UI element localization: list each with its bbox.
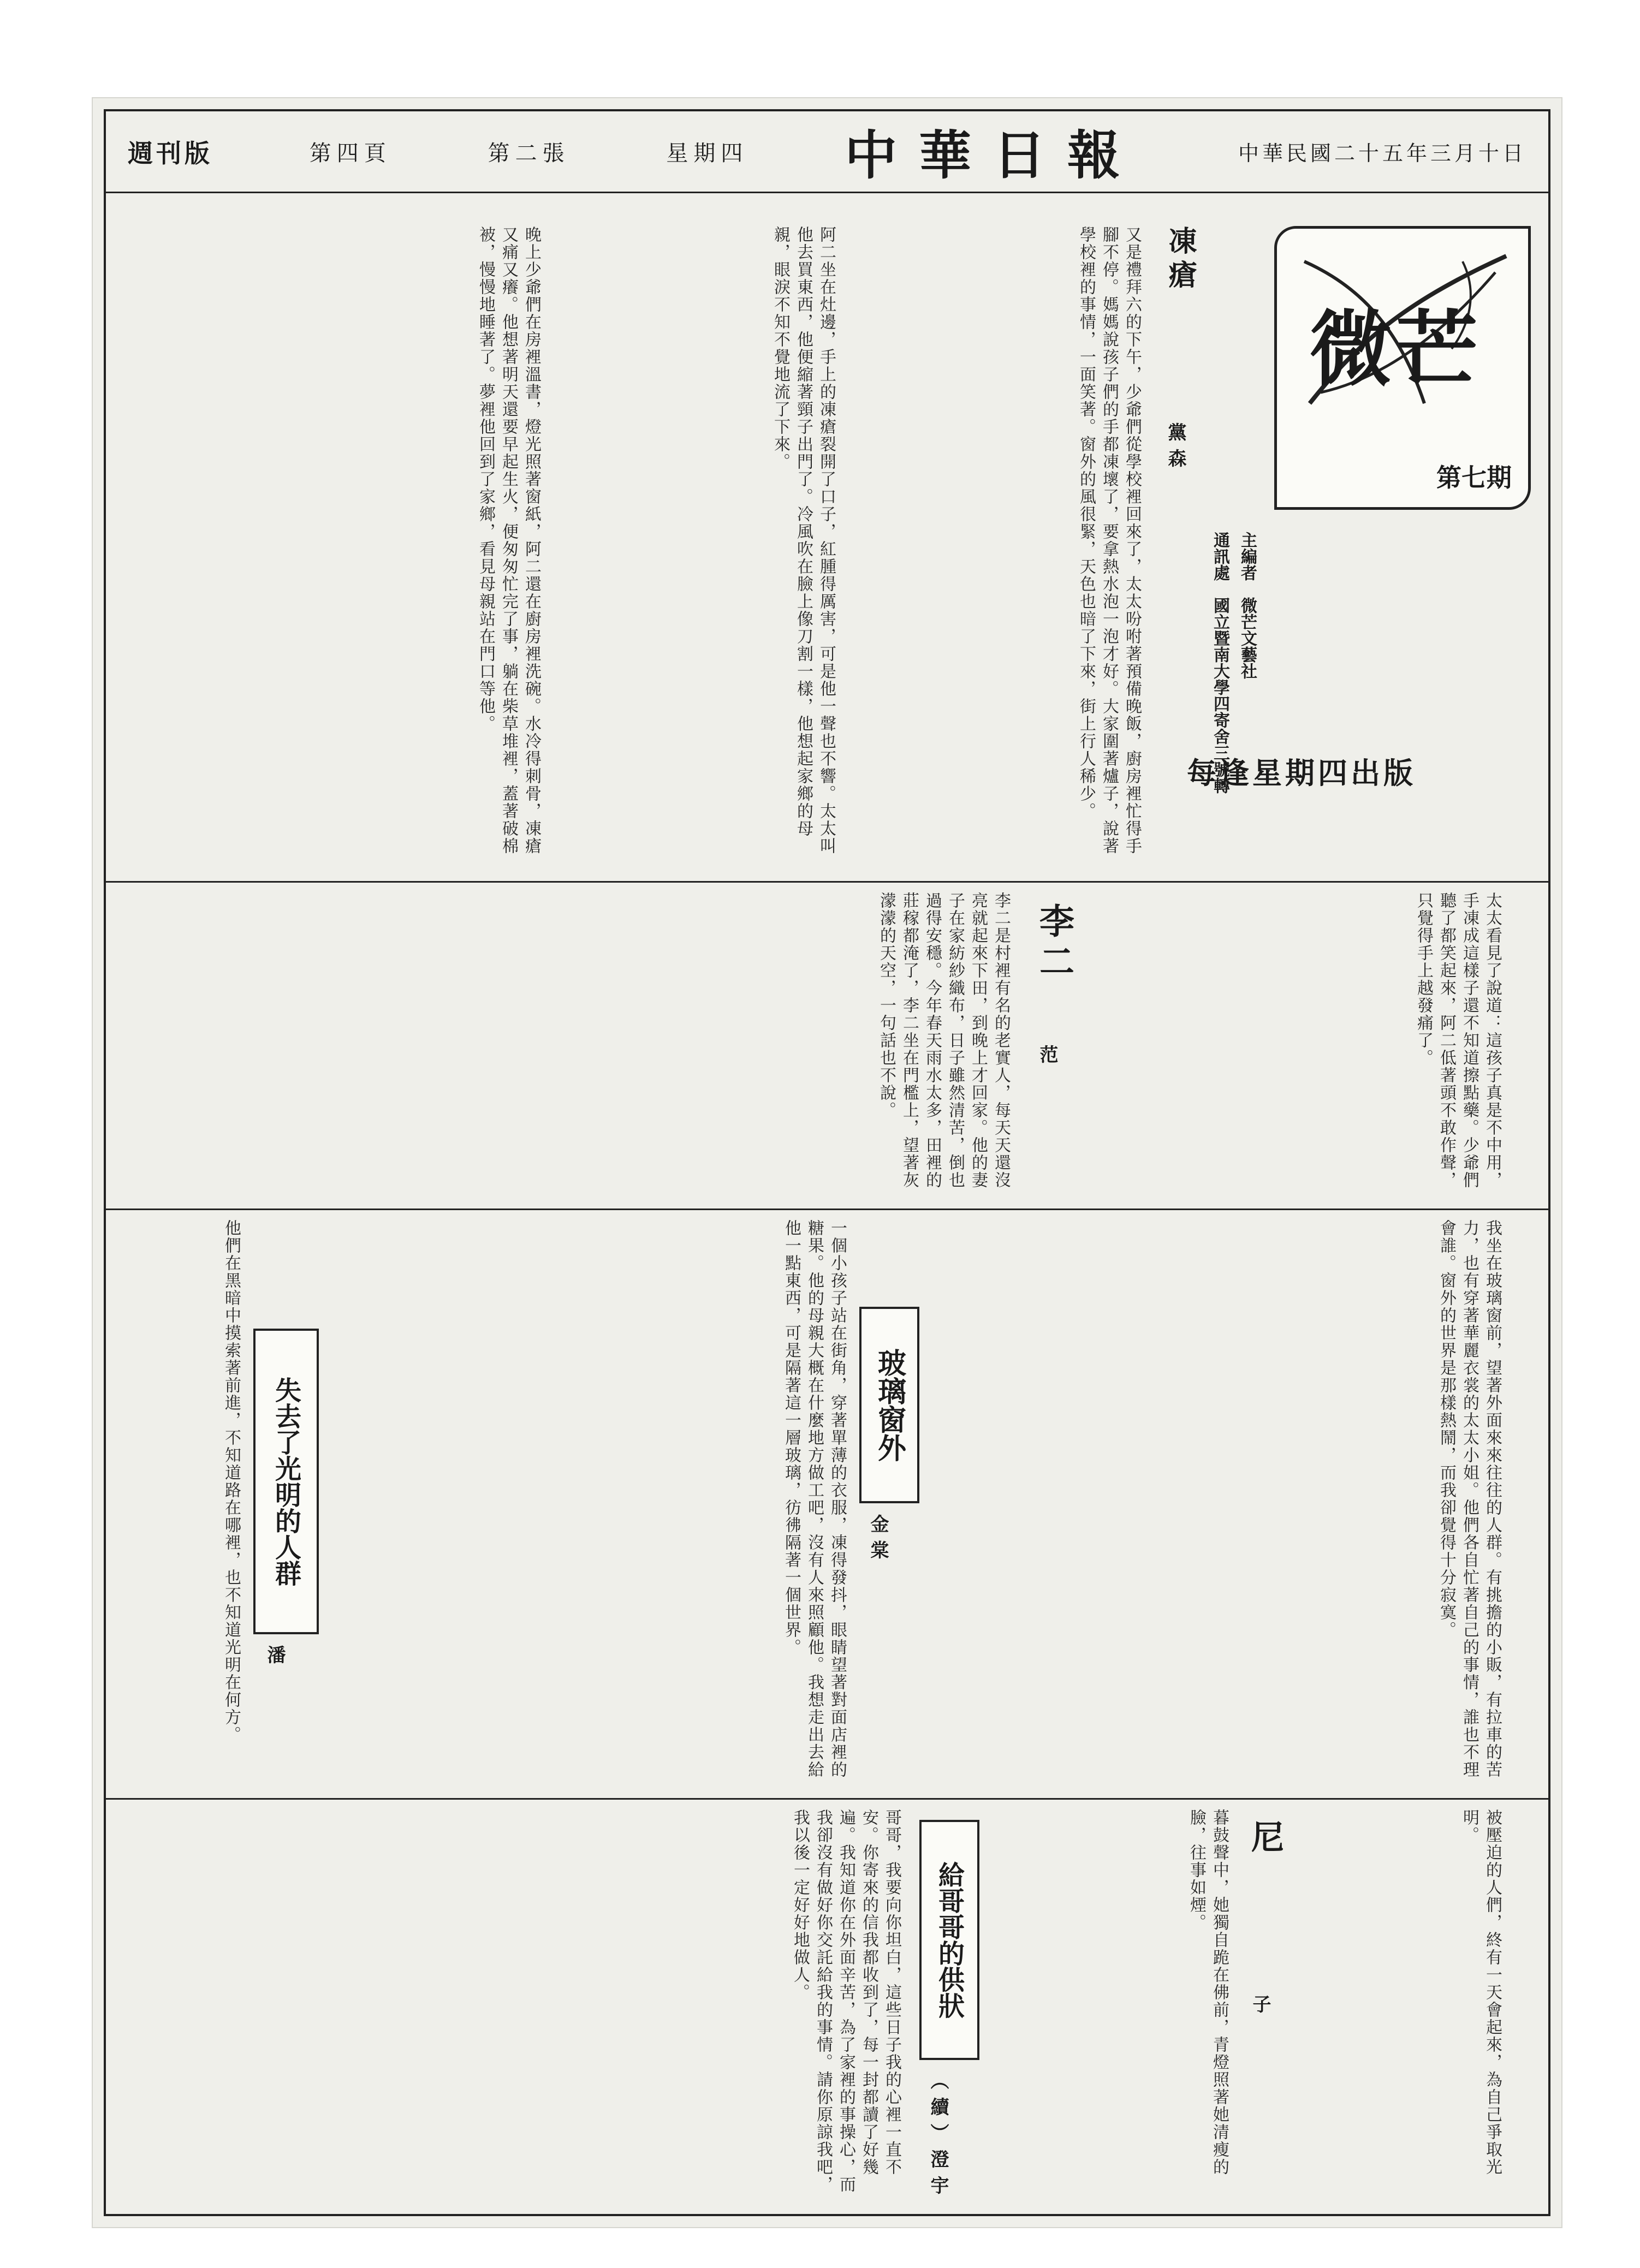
article-body-frostbite-3: 晚上少爺們在房裡溫書，燈光照著窗紙，阿二還在廚房裡洗碗。水冷得刺骨，凍瘡又痛又癢。他想著明天還要早起生火，便匆匆忙完了事，躺在柴草堆裡，蓋著破棉被，慢慢地睡著了。夢裡他回到了家鄉，看見母親站在門口等他。 — [476, 226, 541, 855]
sheet-number: 第二張 — [488, 141, 570, 166]
article-body-frostbite-2: 阿二坐在灶邊，手上的凍瘡裂開了口子，紅腫得厲害，可是他一聲也不響。太太叫他去買東西，他便縮著頸子出門了。冷風吹在臉上像刀割一樣，他想起家鄉的母親，眼淚不知不覺地流了下來。 — [771, 226, 836, 855]
article-author-frostbite: 黨森 — [1164, 422, 1186, 475]
article-title-li-er: 李二 — [1033, 903, 1074, 984]
article-body-frostbite-5: 被壓迫的人們，終有一天會起來，為自己爭取光明。 — [1460, 1809, 1502, 2176]
supplement-title: 微芒 — [1310, 301, 1483, 397]
article-body-nun: 暮鼓聲中，她獨自跪在佛前，青燈照著她清瘦的臉，往事如煙。 — [1187, 1809, 1229, 2176]
section-divider — [106, 881, 1548, 883]
section-divider-2 — [106, 1209, 1548, 1210]
article-body-window-1: 我坐在玻璃窗前，望著外面來來往往的人群。有挑擔的小販，有拉車的苦力，也有穿著華麗衣裳的太太小姐。他們各自忙著自己的事情，誰也不理會誰。窗外的世界是那樣熱鬧，而我卻覺得十分寂寞。 — [1437, 1219, 1502, 1778]
supplement-issue: 第七期 — [1436, 463, 1512, 492]
article-body-li-er: 李二是村裡有名的老實人，每天天還沒亮就起來下田，到晚上才回家。他的妻子在家紡紗織布，日子雖然清苦，倒也過得安穩。今年春天雨水太多，田裡的莊稼都淹了，李二坐在門檻上，望著灰濛濛的天空，一句話也不說。 — [877, 892, 1011, 1189]
article-body-lost-light-intro: 他們在黑暗中摸索著前進，不知道路在哪裡，也不知道光明在何方。 — [222, 1219, 241, 1743]
weekday: 星期四 — [666, 141, 748, 166]
article-title-frostbite: 凍瘡 — [1163, 226, 1197, 294]
section-divider-3 — [106, 1798, 1548, 1800]
publication-schedule: 每逢星期四出版 — [1187, 755, 1416, 790]
editor-line: 主編者 微芒文藝社 — [1238, 532, 1257, 679]
article-title-window: 玻璃窗外 — [859, 1307, 919, 1503]
article-author-li-er: 范 — [1036, 1045, 1058, 1071]
page-body — [106, 193, 1548, 2214]
article-author-nun: 子 — [1249, 1995, 1271, 2021]
address-line: 通訊處 國立暨南大學四寄舍三號轉 — [1210, 532, 1229, 794]
article-body-confession: 哥哥，我要向你坦白，這些日子我的心裡一直不安。你寄來的信我都收到了，每一封都讀了好幾遍。我知道你在外面辛苦，為了家裡的事操心，而我卻沒有做好你交託給我的事情。請你原諒我吧，我以後一定好好地做人。 — [791, 1809, 901, 2193]
article-title-lost-light: 失去了光明的人群 — [253, 1329, 319, 1634]
article-body-window-2: 一個小孩子站在街角，穿著單薄的衣服，凍得發抖，眼睛望著對面店裡的糖果。他的母親大概在什麼地方做工吧，沒有人來照顧他。我想走出去給他一點東西，可是隔著這一層玻璃，彷彿隔著一個世界。 — [782, 1219, 847, 1778]
article-author-lost-light: 潘 — [264, 1645, 286, 1671]
article-body-frostbite-1: 又是禮拜六的下午，少爺們從學校裡回來了，太太吩咐著預備晚飯，廚房裡忙得手腳不停。媽媽說孩子們的手都凍壞了，要拿熱水泡一泡才好。大家圍著爐子，說著學校裡的事情，一面笑著。窗外的風很緊，天色也暗了下來，街上行人稀少。 — [1077, 226, 1142, 855]
page-number: 第四頁 — [309, 141, 391, 166]
article-author-window: 金棠 — [867, 1514, 889, 1567]
article-title-nun: 尼 — [1246, 1820, 1284, 1858]
article-author-confession: （續）澄宇 — [927, 2071, 949, 2202]
article-title-confession: 給哥哥的供狀 — [919, 1820, 979, 2060]
article-body-frostbite-4: 太太看見了說道：這孩子真是不中用，手凍成這樣子還不知道擦點藥。少爺們聽了都笑起來，阿二低著頭不敢作聲，只覺得手上越發痛了。 — [1414, 892, 1502, 1189]
masthead — [106, 111, 1548, 193]
newspaper-sheet — [93, 98, 1561, 2227]
issue-date: 中華民國二十五年三月十日 — [1238, 141, 1526, 165]
page-frame — [104, 109, 1550, 2216]
paper-name: 中華日報 — [845, 124, 1142, 186]
supplement-title-box — [1274, 226, 1531, 510]
edition-label: 週刊版 — [128, 138, 213, 168]
